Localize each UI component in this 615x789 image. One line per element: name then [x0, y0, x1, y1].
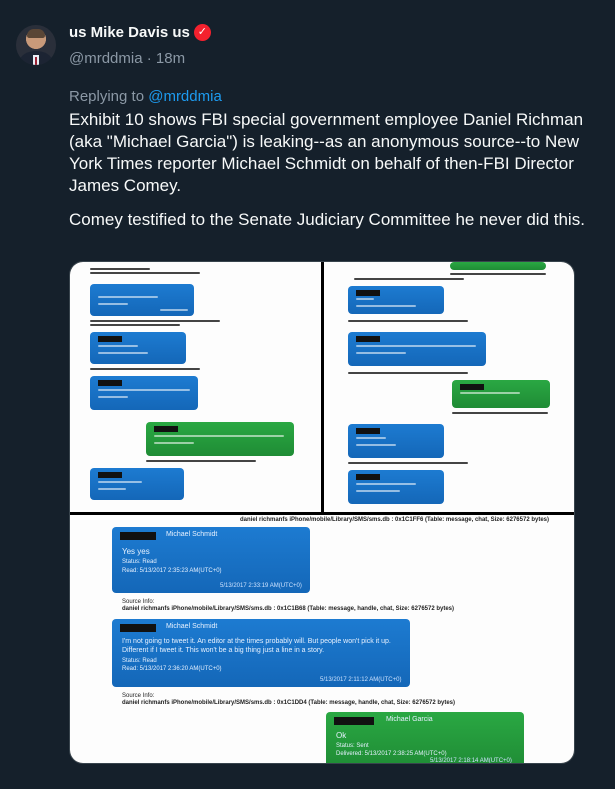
message-line: [98, 488, 126, 490]
message-status: Status: Sent: [336, 743, 369, 749]
message-sender: Michael Schmidt: [166, 531, 218, 538]
replying-to-handle-link[interactable]: @mrddmia: [148, 88, 222, 105]
message-line: [356, 352, 406, 354]
replying-to-prefix: Replying to: [69, 88, 145, 105]
message-line: [154, 435, 284, 437]
message-sender: Michael Schmidt: [166, 623, 218, 630]
message-read-time: Read: 5/13/2017 2:35:23 AM(UTC+0): [122, 568, 222, 574]
redaction-bar: [120, 532, 156, 540]
document-page-enlarged: [70, 515, 575, 764]
source-info-text: daniel richmanfs iPhone/mobile/Library/SMS/sms.db : 0x1C1DD4 (Table: message, handle, chat, Size: 6276572 bytes): [122, 700, 455, 706]
message-line: [98, 396, 128, 398]
message-line: [98, 303, 128, 305]
redaction-bar: [460, 384, 484, 390]
message-line: [356, 483, 416, 485]
document-page-thumbnail-1: [70, 262, 321, 512]
author-name-row: [69, 24, 211, 41]
message-line: [356, 305, 416, 307]
message-read-time: Read: 5/13/2017 2:36:20 AM(UTC+0): [122, 666, 222, 672]
avatar-tie: [35, 57, 37, 65]
source-line: [348, 462, 468, 464]
message-bubble: [90, 332, 186, 364]
message-bubble: [90, 468, 184, 500]
redaction-bar: [356, 336, 380, 342]
source-line: [90, 320, 220, 322]
redaction-bar: [98, 380, 122, 386]
source-line: [90, 268, 150, 270]
tweet-paragraph-1: Exhibit 10 shows FBI special government employee Daniel Richman (aka "Michael Garcia") is leaking--as an anonymous source--to New York Times reporter Michael Schmidt on behalf of then-FBI Director James Comey.: [69, 110, 584, 195]
replying-to: [69, 88, 222, 105]
message-bubble-1: [112, 527, 310, 593]
verified-badge-icon: ✓: [194, 24, 211, 41]
redaction-bar: [356, 428, 380, 434]
message-line: [460, 392, 520, 394]
message-timestamp: 5/13/2017 2:33:19 AM(UTC+0): [220, 583, 302, 589]
message-delivered-time: Delivered: 5/13/2017 2:38:25 AM(UTC+0): [336, 751, 447, 757]
message-bubble: [146, 422, 294, 456]
tweet-body: [69, 109, 589, 243]
source-line: [146, 460, 256, 462]
avatar-hair: [27, 29, 45, 38]
source-line: [90, 368, 200, 370]
message-bubble-3: [326, 712, 524, 764]
tweet-timestamp[interactable]: 18m: [155, 50, 186, 67]
source-info-text: daniel richmanfs iPhone/mobile/Library/SMS/sms.db : 0x1C1B68 (Table: message, handle, chat, Size: 6276572 bytes): [122, 606, 455, 612]
document-page-thumbnail-2: [324, 262, 575, 512]
message-line: [154, 442, 194, 444]
message-line: [98, 352, 148, 354]
redaction-bar: [356, 290, 380, 296]
message-bubble: [348, 286, 444, 314]
message-text-line-2: Different if I tweet it. This won't be a big thing just a line in a story.: [122, 647, 325, 654]
message-sender: Michael Garcia: [386, 716, 433, 723]
message-bubble-2: [112, 619, 410, 687]
message-bubble: [348, 470, 444, 504]
message-status: Status: Read: [122, 559, 157, 565]
source-line: [90, 272, 200, 274]
message-line: [356, 345, 476, 347]
source-info-text: daniel richmanfs iPhone/mobile/Library/SMS/sms.db : 0x1C1FF6 (Table: message, chat, Size: 6276572 bytes): [240, 517, 549, 523]
source-line: [348, 320, 468, 322]
source-line: [450, 273, 546, 275]
message-text: Yes yes: [122, 547, 150, 556]
source-info-label: Source Info:: [122, 693, 155, 699]
author-meta: [69, 50, 185, 67]
message-bubble: [90, 284, 194, 316]
message-line: [98, 296, 158, 298]
message-line: [98, 481, 142, 483]
message-bubble: [450, 262, 546, 270]
message-status: Status: Read: [122, 658, 157, 664]
redaction-bar: [120, 624, 156, 632]
message-line: [356, 298, 374, 300]
message-bubble: [90, 376, 198, 410]
message-line: [98, 389, 190, 391]
message-line: [356, 444, 396, 446]
message-line: [356, 437, 386, 439]
author-handle[interactable]: @mrddmia: [69, 50, 143, 67]
message-line: [160, 309, 188, 311]
source-line: [90, 324, 180, 326]
message-bubble: [452, 380, 550, 408]
message-timestamp: 5/13/2017 2:18:14 AM(UTC+0): [430, 758, 512, 764]
message-text: Ok: [336, 731, 347, 740]
message-bubble: [348, 424, 444, 458]
author-display-name[interactable]: us Mike Davis us: [69, 24, 190, 41]
message-timestamp: 5/13/2017 2:11:12 AM(UTC+0): [320, 677, 402, 683]
redaction-bar: [98, 472, 122, 478]
redaction-bar: [334, 717, 374, 725]
tweet-media-image[interactable]: [69, 261, 575, 764]
message-bubble: [348, 332, 486, 366]
tweet-paragraph-2: Comey testified to the Senate Judiciary Committee he never did this.: [69, 210, 585, 229]
redaction-bar: [98, 336, 122, 342]
author-avatar[interactable]: [16, 25, 56, 65]
message-line: [98, 345, 138, 347]
source-line: [348, 372, 468, 374]
message-line: [356, 490, 400, 492]
source-info-label: Source Info:: [122, 599, 155, 605]
message-text-line-1: I'm not going to tweet it. An editor at the times probably will. But people won't pick it up.: [122, 638, 391, 645]
source-line: [354, 278, 464, 280]
redaction-bar: [154, 426, 178, 432]
source-line: [452, 412, 548, 414]
meta-separator: ·: [146, 50, 152, 67]
redaction-bar: [356, 474, 380, 480]
